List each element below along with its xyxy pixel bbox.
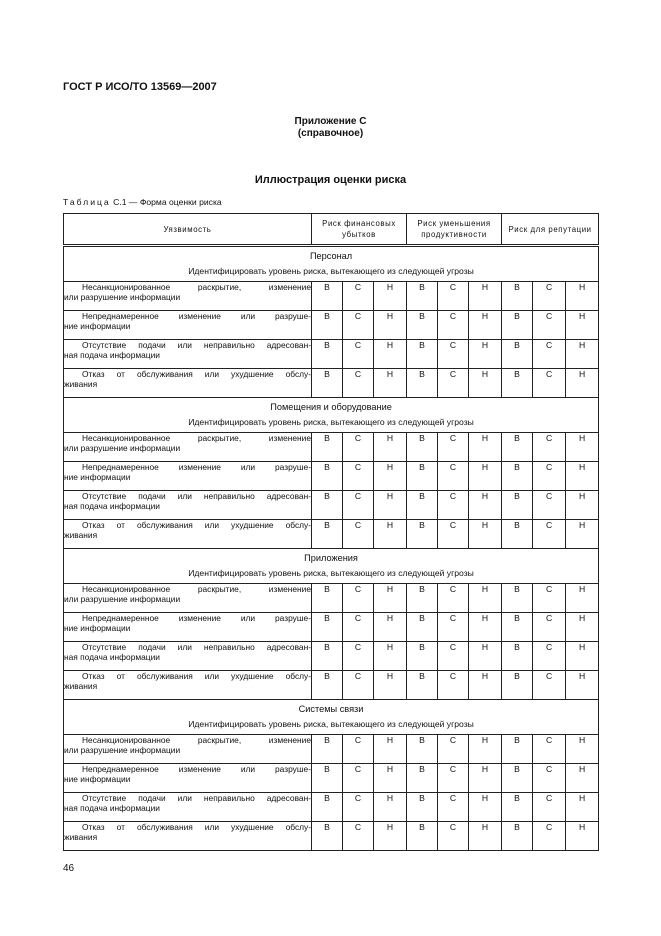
risk-level-cell-financial[interactable]: Н xyxy=(374,793,407,822)
risk-level-cell-reputation[interactable]: С xyxy=(533,369,566,398)
risk-level-cell-reputation[interactable]: В xyxy=(502,340,533,369)
vulnerability-cell xyxy=(64,282,312,311)
risk-level-cell-financial[interactable]: С xyxy=(343,462,374,491)
vulnerability-cell xyxy=(64,793,312,822)
risk-level-cell-reputation[interactable]: Н xyxy=(566,793,599,822)
column-header-financial-risk: Риск финансовых убытков xyxy=(312,214,407,246)
risk-level-cell-reputation[interactable]: В xyxy=(502,491,533,520)
risk-level-cell-financial[interactable]: В xyxy=(312,671,343,700)
risk-level-cell-productivity[interactable]: С xyxy=(438,491,469,520)
risk-level-cell-productivity[interactable]: Н xyxy=(469,282,502,311)
risk-level-cell-reputation[interactable]: В xyxy=(502,671,533,700)
risk-level-cell-productivity[interactable]: Н xyxy=(469,491,502,520)
section-header xyxy=(64,700,599,735)
risk-level-cell-reputation[interactable]: С xyxy=(533,282,566,311)
section-instruction: Идентифицировать уровень риска, вытекающего из следующей угрозы xyxy=(188,568,474,578)
vulnerability-cell xyxy=(64,584,312,613)
risk-level-cell-productivity[interactable]: В xyxy=(407,462,438,491)
vulnerability-text-line1: Несанкционированное раскрытие, изменение xyxy=(82,735,311,745)
risk-level-cell-productivity[interactable]: Н xyxy=(469,642,502,671)
risk-level-cell-reputation[interactable]: С xyxy=(533,642,566,671)
risk-level-cell-reputation[interactable]: Н xyxy=(566,822,599,851)
vulnerability-text-line2: ние информации xyxy=(64,321,131,331)
section-title: Иллюстрация оценки риска xyxy=(254,174,407,186)
risk-level-cell-reputation[interactable]: Н xyxy=(566,642,599,671)
vulnerability-text-line2: живания xyxy=(64,530,98,540)
vulnerability-text-line1: Отказ от обслуживания или ухудшение обслу- xyxy=(82,822,311,832)
risk-level-cell-reputation[interactable]: В xyxy=(502,735,533,764)
table-row xyxy=(64,613,599,642)
table-row xyxy=(64,311,599,340)
appendix-title: Приложение С xyxy=(294,116,367,127)
table-row xyxy=(64,433,599,462)
risk-level-cell-financial[interactable]: В xyxy=(312,764,343,793)
risk-level-cell-productivity[interactable]: Н xyxy=(469,613,502,642)
appendix-type: (справочное) xyxy=(297,128,364,139)
table-row xyxy=(64,282,599,311)
vulnerability-text-line1: Отсутствие подачи или неправильно адресован- xyxy=(82,793,311,803)
risk-level-cell-financial[interactable]: В xyxy=(312,282,343,311)
table-row xyxy=(64,822,599,851)
risk-level-cell-financial[interactable]: Н xyxy=(374,671,407,700)
section-name: Приложения xyxy=(304,553,358,563)
vulnerability-cell xyxy=(64,433,312,462)
risk-level-cell-financial[interactable]: С xyxy=(343,520,374,549)
section-header xyxy=(64,549,599,584)
table-row xyxy=(64,671,599,700)
vulnerability-text-line2: живания xyxy=(64,681,98,691)
risk-level-cell-productivity[interactable]: С xyxy=(438,584,469,613)
risk-level-cell-financial[interactable]: С xyxy=(343,735,374,764)
risk-level-cell-reputation[interactable]: С xyxy=(533,613,566,642)
risk-level-cell-productivity[interactable]: С xyxy=(438,520,469,549)
table-row xyxy=(64,584,599,613)
vulnerability-cell xyxy=(64,822,312,851)
table-row xyxy=(64,340,599,369)
risk-level-cell-financial[interactable]: С xyxy=(343,642,374,671)
vulnerability-text-line1: Несанкционированное раскрытие, изменение xyxy=(82,584,311,594)
risk-level-cell-financial[interactable]: В xyxy=(312,311,343,340)
table-row xyxy=(64,369,599,398)
risk-level-cell-reputation[interactable]: С xyxy=(533,462,566,491)
vulnerability-text-line1: Отсутствие подачи или неправильно адресован- xyxy=(82,491,311,501)
vulnerability-text-line1: Несанкционированное раскрытие, изменение xyxy=(82,433,311,443)
risk-level-cell-productivity[interactable]: С xyxy=(438,642,469,671)
risk-level-cell-reputation[interactable]: Н xyxy=(566,764,599,793)
risk-level-cell-productivity[interactable]: В xyxy=(407,764,438,793)
risk-level-cell-reputation[interactable]: С xyxy=(533,822,566,851)
vulnerability-text-line1: Непреднамеренное изменение или разруше- xyxy=(82,764,311,774)
risk-level-cell-productivity[interactable]: В xyxy=(407,491,438,520)
risk-level-cell-financial[interactable]: С xyxy=(343,613,374,642)
table-row xyxy=(64,764,599,793)
risk-level-cell-reputation[interactable]: В xyxy=(502,613,533,642)
risk-level-cell-productivity[interactable]: В xyxy=(407,311,438,340)
risk-level-cell-reputation[interactable]: В xyxy=(502,282,533,311)
risk-level-cell-productivity[interactable]: В xyxy=(407,822,438,851)
risk-level-cell-productivity[interactable]: Н xyxy=(469,793,502,822)
risk-level-cell-financial[interactable]: В xyxy=(312,520,343,549)
risk-level-cell-financial[interactable]: Н xyxy=(374,369,407,398)
vulnerability-text-line2: ная подача информации xyxy=(64,350,160,360)
vulnerability-cell xyxy=(64,613,312,642)
vulnerability-text-line1: Отказ от обслуживания или ухудшение обслу- xyxy=(82,671,311,681)
risk-level-cell-productivity[interactable]: С xyxy=(438,311,469,340)
vulnerability-text-line1: Отказ от обслуживания или ухудшение обслу- xyxy=(82,369,311,379)
risk-level-cell-financial[interactable]: В xyxy=(312,462,343,491)
risk-level-cell-reputation[interactable]: В xyxy=(502,462,533,491)
risk-level-cell-reputation[interactable]: В xyxy=(502,764,533,793)
vulnerability-text-line2: или разрушение информации xyxy=(64,745,181,755)
risk-level-cell-financial[interactable]: Н xyxy=(374,822,407,851)
vulnerability-cell xyxy=(64,462,312,491)
risk-level-cell-productivity[interactable]: С xyxy=(438,822,469,851)
risk-level-cell-productivity[interactable]: В xyxy=(407,793,438,822)
risk-level-cell-productivity[interactable]: Н xyxy=(469,671,502,700)
vulnerability-text-line1: Отсутствие подачи или неправильно адресован- xyxy=(82,642,311,652)
vulnerability-cell xyxy=(64,311,312,340)
page-number: 46 xyxy=(63,863,75,874)
risk-level-cell-reputation[interactable]: Н xyxy=(566,671,599,700)
risk-level-cell-productivity[interactable]: В xyxy=(407,520,438,549)
risk-level-cell-financial[interactable]: Н xyxy=(374,613,407,642)
table-row xyxy=(64,735,599,764)
risk-level-cell-financial[interactable]: С xyxy=(343,584,374,613)
table-body xyxy=(64,246,599,851)
risk-level-cell-productivity[interactable]: С xyxy=(438,340,469,369)
risk-level-cell-financial[interactable]: С xyxy=(343,822,374,851)
risk-level-cell-financial[interactable]: С xyxy=(343,369,374,398)
column-header-vulnerability: Уязвимость xyxy=(64,214,312,246)
vulnerability-text-line1: Непреднамеренное изменение или разруше- xyxy=(82,462,311,472)
risk-level-cell-financial[interactable]: Н xyxy=(374,282,407,311)
vulnerability-text-line1: Несанкционированное раскрытие, изменение xyxy=(82,282,311,292)
risk-level-cell-financial[interactable]: С xyxy=(343,491,374,520)
risk-level-cell-productivity[interactable]: С xyxy=(438,433,469,462)
risk-level-cell-financial[interactable]: Н xyxy=(374,584,407,613)
vulnerability-text-line2: ние информации xyxy=(64,472,131,482)
risk-level-cell-financial[interactable]: С xyxy=(343,671,374,700)
risk-level-cell-reputation[interactable]: Н xyxy=(566,613,599,642)
vulnerability-cell xyxy=(64,520,312,549)
risk-level-cell-financial[interactable]: Н xyxy=(374,642,407,671)
risk-level-cell-reputation[interactable]: Н xyxy=(566,491,599,520)
risk-level-cell-productivity[interactable]: С xyxy=(438,369,469,398)
table-row xyxy=(64,520,599,549)
risk-level-cell-reputation[interactable]: В xyxy=(502,311,533,340)
vulnerability-text-line2: ная подача информации xyxy=(64,652,160,662)
vulnerability-cell xyxy=(64,671,312,700)
vulnerability-text-line2: ние информации xyxy=(64,774,131,784)
risk-level-cell-financial[interactable]: С xyxy=(343,433,374,462)
risk-level-cell-reputation[interactable]: С xyxy=(533,340,566,369)
risk-level-cell-productivity[interactable]: С xyxy=(438,282,469,311)
risk-level-cell-reputation[interactable]: Н xyxy=(566,584,599,613)
risk-level-cell-productivity[interactable]: Н xyxy=(469,764,502,793)
section-instruction: Идентифицировать уровень риска, вытекающего из следующей угрозы xyxy=(188,719,474,729)
risk-level-cell-financial[interactable]: Н xyxy=(374,462,407,491)
risk-level-cell-reputation[interactable]: С xyxy=(533,671,566,700)
standard-designation: ГОСТ Р ИСО/ТО 13569—2007 xyxy=(63,81,217,93)
risk-level-cell-productivity[interactable]: Н xyxy=(469,433,502,462)
section-header xyxy=(64,246,599,282)
risk-level-cell-financial[interactable]: Н xyxy=(374,433,407,462)
risk-level-cell-reputation[interactable]: С xyxy=(533,491,566,520)
table-row xyxy=(64,462,599,491)
section-header xyxy=(64,398,599,433)
risk-level-cell-reputation[interactable]: Н xyxy=(566,369,599,398)
section-header-row xyxy=(64,700,599,735)
risk-level-cell-financial[interactable]: С xyxy=(343,340,374,369)
risk-level-cell-reputation[interactable]: Н xyxy=(566,311,599,340)
vulnerability-cell xyxy=(64,735,312,764)
risk-level-cell-reputation[interactable]: Н xyxy=(566,433,599,462)
table-row xyxy=(64,491,599,520)
section-instruction: Идентифицировать уровень риска, вытекающего из следующей угрозы xyxy=(188,266,474,276)
vulnerability-text-line2: живания xyxy=(64,379,98,389)
risk-level-cell-financial[interactable]: В xyxy=(312,433,343,462)
risk-level-cell-reputation[interactable]: С xyxy=(533,764,566,793)
section-header-row xyxy=(64,549,599,584)
table-caption-text: С.1 — Форма оценки риска xyxy=(113,197,222,207)
risk-level-cell-reputation[interactable]: В xyxy=(502,520,533,549)
vulnerability-text-line2: или разрушение информации xyxy=(64,443,181,453)
risk-level-cell-reputation[interactable]: Н xyxy=(566,282,599,311)
risk-level-cell-financial[interactable]: Н xyxy=(374,311,407,340)
risk-level-cell-financial[interactable]: С xyxy=(343,764,374,793)
risk-level-cell-financial[interactable]: В xyxy=(312,584,343,613)
risk-level-cell-productivity[interactable]: Н xyxy=(469,311,502,340)
vulnerability-text-line2: ная подача информации xyxy=(64,803,160,813)
section-header-row xyxy=(64,398,599,433)
table-row xyxy=(64,642,599,671)
risk-level-cell-reputation[interactable]: Н xyxy=(566,340,599,369)
risk-level-cell-reputation[interactable]: В xyxy=(502,822,533,851)
vulnerability-cell xyxy=(64,369,312,398)
risk-level-cell-financial[interactable]: С xyxy=(343,311,374,340)
risk-level-cell-productivity[interactable]: В xyxy=(407,642,438,671)
risk-level-cell-financial[interactable]: В xyxy=(312,642,343,671)
risk-level-cell-productivity[interactable]: В xyxy=(407,735,438,764)
risk-level-cell-financial[interactable]: С xyxy=(343,282,374,311)
vulnerability-text-line2: или разрушение информации xyxy=(64,594,181,604)
risk-level-cell-reputation[interactable]: В xyxy=(502,642,533,671)
risk-level-cell-productivity[interactable]: С xyxy=(438,735,469,764)
risk-level-cell-productivity[interactable]: С xyxy=(438,462,469,491)
vulnerability-text-line2: ние информации xyxy=(64,623,131,633)
vulnerability-text-line2: живания xyxy=(64,832,98,842)
table-caption-prefix: Таблица xyxy=(63,197,111,207)
risk-level-cell-reputation[interactable]: В xyxy=(502,793,533,822)
column-header-productivity-risk: Риск уменьшения продуктивности xyxy=(407,214,502,246)
risk-level-cell-productivity[interactable]: В xyxy=(407,369,438,398)
risk-level-cell-productivity[interactable]: С xyxy=(438,613,469,642)
risk-level-cell-financial[interactable]: В xyxy=(312,613,343,642)
risk-level-cell-reputation[interactable]: С xyxy=(533,584,566,613)
risk-level-cell-financial[interactable]: В xyxy=(312,369,343,398)
risk-level-cell-productivity[interactable]: С xyxy=(438,764,469,793)
risk-assessment-table xyxy=(63,213,599,851)
vulnerability-cell xyxy=(64,340,312,369)
risk-level-cell-productivity[interactable]: Н xyxy=(469,584,502,613)
table-caption xyxy=(63,197,222,207)
risk-level-cell-financial[interactable]: Н xyxy=(374,340,407,369)
section-name: Персонал xyxy=(309,251,353,261)
risk-level-cell-productivity[interactable]: В xyxy=(407,340,438,369)
risk-level-cell-reputation[interactable]: С xyxy=(533,311,566,340)
risk-level-cell-productivity[interactable]: В xyxy=(407,671,438,700)
risk-level-cell-reputation[interactable]: Н xyxy=(566,735,599,764)
risk-level-cell-productivity[interactable]: В xyxy=(407,584,438,613)
risk-level-cell-financial[interactable]: Н xyxy=(374,520,407,549)
risk-level-cell-productivity[interactable]: Н xyxy=(469,735,502,764)
risk-level-cell-reputation[interactable]: В xyxy=(502,369,533,398)
section-instruction: Идентифицировать уровень риска, вытекающего из следующей угрозы xyxy=(188,417,474,427)
risk-level-cell-productivity[interactable]: В xyxy=(407,282,438,311)
risk-level-cell-financial[interactable]: В xyxy=(312,491,343,520)
risk-level-cell-productivity[interactable]: В xyxy=(407,613,438,642)
vulnerability-text-line1: Отсутствие подачи или неправильно адресован- xyxy=(82,340,311,350)
vulnerability-text-line1: Непреднамеренное изменение или разруше- xyxy=(82,613,311,623)
risk-level-cell-productivity[interactable]: С xyxy=(438,793,469,822)
risk-level-cell-productivity[interactable]: Н xyxy=(469,462,502,491)
risk-level-cell-productivity[interactable]: Н xyxy=(469,340,502,369)
section-name: Системы связи xyxy=(298,704,364,714)
column-header-reputation-risk: Риск для репутации xyxy=(502,214,599,246)
vulnerability-text-line1: Отказ от обслуживания или ухудшение обслу- xyxy=(82,520,311,530)
vulnerability-cell xyxy=(64,764,312,793)
vulnerability-text-line1: Непреднамеренное изменение или разруше- xyxy=(82,311,311,321)
risk-level-cell-financial[interactable]: С xyxy=(343,793,374,822)
risk-level-cell-reputation[interactable]: В xyxy=(502,584,533,613)
risk-level-cell-reputation[interactable]: С xyxy=(533,520,566,549)
vulnerability-cell xyxy=(64,491,312,520)
risk-level-cell-financial[interactable]: Н xyxy=(374,764,407,793)
risk-level-cell-productivity[interactable]: Н xyxy=(469,520,502,549)
risk-level-cell-financial[interactable]: В xyxy=(312,340,343,369)
risk-level-cell-productivity[interactable]: В xyxy=(407,433,438,462)
risk-level-cell-productivity[interactable]: Н xyxy=(469,369,502,398)
section-header-row xyxy=(64,246,599,282)
risk-level-cell-reputation[interactable]: С xyxy=(533,735,566,764)
table-row xyxy=(64,793,599,822)
risk-level-cell-financial[interactable]: Н xyxy=(374,735,407,764)
risk-level-cell-reputation[interactable]: С xyxy=(533,433,566,462)
risk-level-cell-financial[interactable]: В xyxy=(312,735,343,764)
risk-level-cell-financial[interactable]: Н xyxy=(374,491,407,520)
vulnerability-text-line2: ная подача информации xyxy=(64,501,160,511)
risk-level-cell-financial[interactable]: В xyxy=(312,793,343,822)
risk-level-cell-productivity[interactable]: С xyxy=(438,671,469,700)
risk-level-cell-reputation[interactable]: Н xyxy=(566,462,599,491)
vulnerability-text-line2: или разрушение информации xyxy=(64,292,181,302)
vulnerability-cell xyxy=(64,642,312,671)
risk-level-cell-reputation[interactable]: С xyxy=(533,793,566,822)
section-name: Помещения и оборудование xyxy=(270,402,392,412)
risk-level-cell-reputation[interactable]: Н xyxy=(566,520,599,549)
risk-level-cell-financial[interactable]: В xyxy=(312,822,343,851)
risk-level-cell-reputation[interactable]: В xyxy=(502,433,533,462)
risk-level-cell-productivity[interactable]: Н xyxy=(469,822,502,851)
